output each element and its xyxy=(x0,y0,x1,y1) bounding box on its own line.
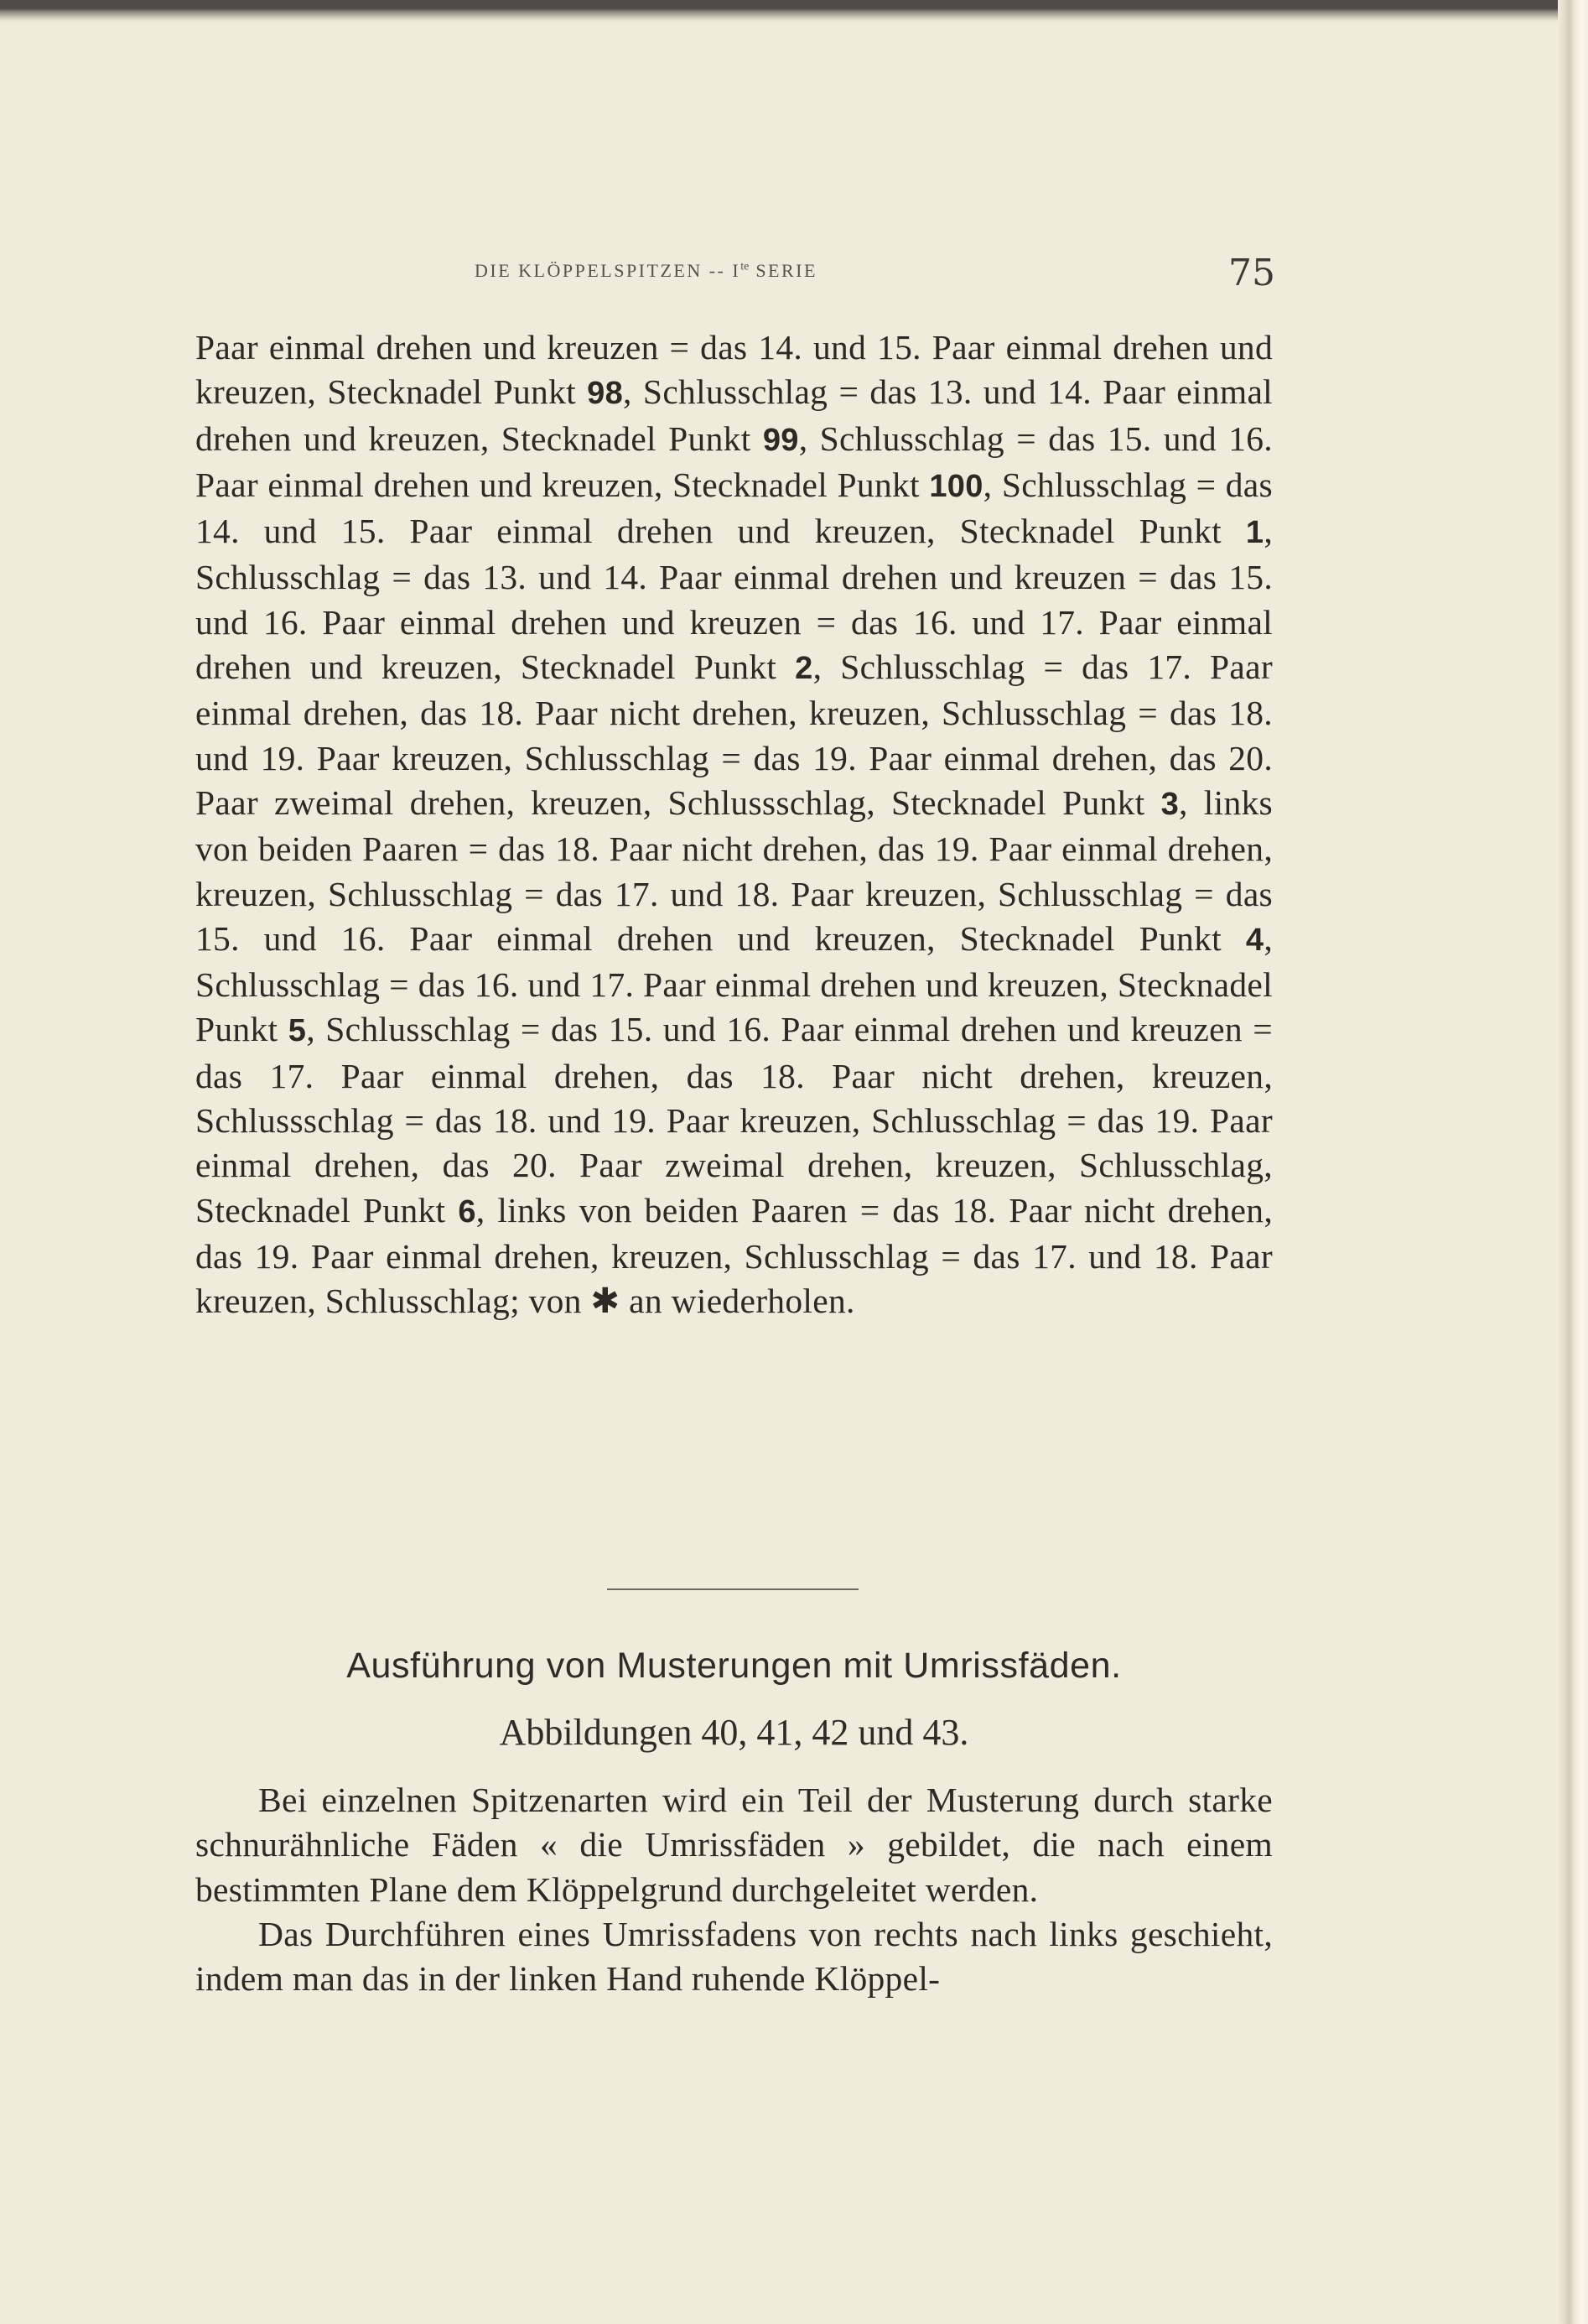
text-segment: , Schlusschlag = das 15. und 16. Paar einmal drehen und kreuzen = das 17. Paar einmal drehen, das 18. Paar nicht drehen, kreuzen, Schlussschlag = das 18. und 19. Paar kreuzen, Schlusschlag = das 19. Paar einmal drehen, das 20. Paar zweimal drehen, kreuzen, Schlusschlag, Stecknadel Punkt xyxy=(195,1010,1273,1230)
page-gutter-edge xyxy=(1558,0,1588,2324)
pin-number: 3 xyxy=(1160,786,1180,822)
pin-number: 99 xyxy=(762,422,799,458)
pin-number: 98 xyxy=(587,376,624,412)
section-subtitle: Abbildungen 40, 41, 42 und 43. xyxy=(499,1712,969,1753)
text-segment: , Schlusschlag = das 13. und 14. Paar einmal drehen und kreuzen = das 15. und 16. Paar einmal drehen und kreuzen = das 16. und 17. Paar einmal drehen und kreuzen, Stecknadel Punkt xyxy=(195,512,1273,687)
text-segment: , Schlusschlag = das 13. und 14. Paar einmal drehen und kreuzen, Stecknadel Punkt xyxy=(195,372,1273,458)
pin-number: 4 xyxy=(1245,922,1264,958)
pin-number: 5 xyxy=(288,1013,307,1049)
pin-number: 6 xyxy=(458,1193,476,1230)
text-segment: , Schlusschlag = das 17. Paar einmal drehen, das 18. Paar nicht drehen, kreuzen, Schlusschlag = das 18. und 19. Paar kreuzen, Schlusschlag = das 19. Paar einmal drehen, das 20. Paar zweimal drehen, kreuzen, Schlussschlag, Stecknadel Punkt xyxy=(195,647,1273,822)
section-body xyxy=(195,1778,1273,2001)
running-head xyxy=(475,260,817,282)
running-head-ordinal: te xyxy=(740,260,750,273)
scan-top-edge xyxy=(0,0,1588,22)
page-number: 75 xyxy=(1228,252,1275,294)
section-title: Ausführung von Musterungen mit Umrissfäden. xyxy=(346,1646,1122,1686)
section-paragraph: Das Durchführen eines Umrissfadens von rechts nach links geschieht, indem man das in der linken Hand ruhende Klöppel- xyxy=(195,1914,1273,1999)
body-paragraph xyxy=(195,325,1273,1324)
running-head-text: DIE KLÖPPELSPITZEN -- I xyxy=(475,260,741,281)
section-paragraph: Bei einzelnen Spitzenarten wird ein Teil der Musterung durch starke schnurähnliche Fäden « die Umrissfäden » gebildet, die nach einem bestimmten Plane dem Klöppelgrund durchgeleitet werden. xyxy=(195,1781,1273,1909)
text-segment: , Schlusschlag = das 14. und 15. Paar einmal drehen und kreuzen, Stecknadel Punkt xyxy=(195,465,1273,551)
pin-number: 100 xyxy=(929,468,983,504)
text-segment: Paar einmal drehen und kreuzen = das 14. und 15. Paar einmal drehen und kreuzen, Stecknadel Punkt xyxy=(195,328,1273,412)
pin-number: 1 xyxy=(1245,515,1264,551)
page-header xyxy=(475,252,1313,302)
running-head-series: SERIE xyxy=(749,260,817,281)
text-segment: , Schlusschlag = das 16. und 17. Paar einmal drehen und kreuzen, Stecknadel Punkt xyxy=(195,918,1273,1049)
text-segment: , links von beiden Paaren = das 18. Paar nicht drehen, das 19. Paar einmal drehen, kreuzen, Schlusschlag = das 17. und 18. Paar kreuzen, Schlusschlag = das 15. und 16. Paar einmal drehen und kreuzen, Stecknadel Punkt xyxy=(195,782,1273,958)
pin-number: 2 xyxy=(795,651,813,687)
text-segment: , links von beiden Paaren = das 18. Paar nicht drehen, das 19. Paar einmal drehen, kreuzen, Schlusschlag = das 17. und 18. Paar kreuzen, Schlusschlag; von ✱ an wiederholen. xyxy=(195,1190,1273,1321)
text-segment: , Schlusschlag = das 15. und 16. Paar einmal drehen und kreuzen, Stecknadel Punkt xyxy=(195,419,1273,504)
section-divider xyxy=(607,1588,859,1590)
